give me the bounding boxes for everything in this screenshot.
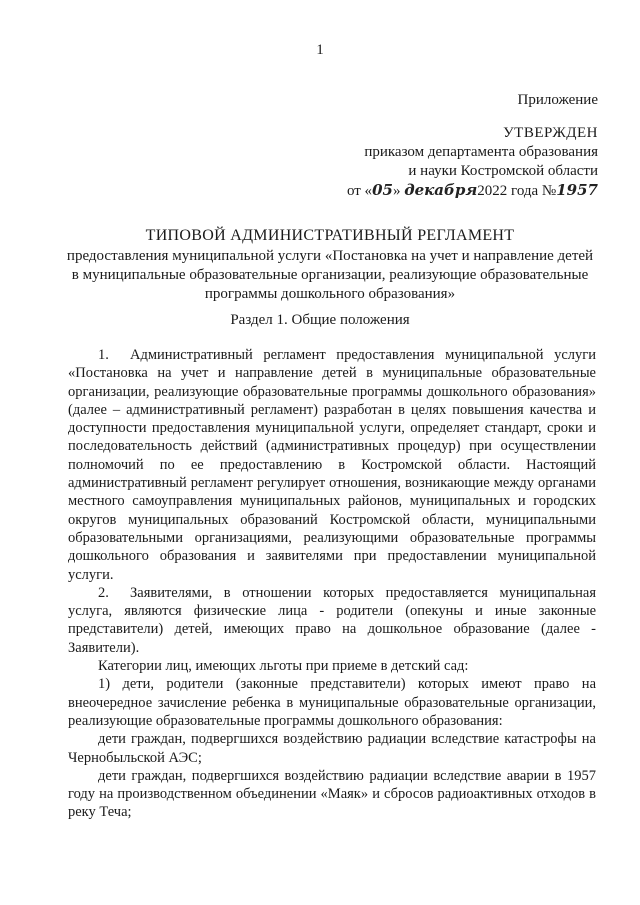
title-line-2: в муниципальные образовательные организации, реализующие образовательные	[71, 267, 589, 283]
date-month-handwritten: декабря	[404, 181, 478, 199]
order-date-line	[318, 181, 598, 201]
appendix-label: Приложение	[517, 92, 598, 108]
approved-label: УТВЕРЖДЕН	[503, 125, 598, 141]
title-line-1: предоставления муниципальной услуги «Постановка на учет и направление детей	[66, 248, 594, 264]
paragraph-1-number: 1.	[98, 347, 109, 363]
title-line-3: программы дошкольного образования»	[204, 286, 456, 302]
paragraph-1-text: Административный регламент предоставления муниципальной услуги «Постановка на учет и направление детей в муниципальные образовательные организации, реализующие образовательные программы дошкольного образования» (далее – административный регламент) разработан в целях повышения качества и доступности предоставления муниципальной услуги, определяет стандарт, сроки и последовательность действий (административных процедур) при осуществлении полномочий по ее предоставлению в Костромской области. Настоящий административный регламент регулирует отношения, возникающие между органами местного самоуправления муниципальных районов, муниципальных и городских округов муниципальных образований Костромской области, муниципальными образовательными организациями, реализующими образовательные программы дошкольного образования и заявителями при предоставлении муниципальной услуги.	[68, 347, 596, 583]
date-prefix: от «	[346, 183, 373, 199]
date-day-handwritten: 05	[372, 181, 393, 199]
paragraph-3: Категории лиц, имеющих льготы при приеме в детский сад:	[98, 658, 469, 675]
date-mid: »	[392, 183, 405, 199]
order-number-handwritten: 1957	[556, 181, 598, 199]
paragraph-6: дети граждан, подвергшихся воздействию радиации вследствие аварии в 1957 году на производственном объединении «Маяк» и сбросов радиоактивных отходов в реку Теча;	[68, 767, 596, 821]
order-line-2: и науки Костромской области	[408, 163, 598, 179]
paragraph-5: дети граждан, подвергшихся воздействию радиации вследствие катастрофы на Чернобыльской АЭС;	[68, 731, 596, 766]
paragraph-1	[68, 346, 596, 584]
body-text	[68, 346, 596, 822]
page-number: 1	[316, 42, 324, 58]
paragraph-2-text: Заявителями, в отношении которых предоставляется муниципальная услуга, являются физические лица - родители (опекуны и иные законные представители) детей, имеющих право на дошкольное образование (далее - Заявители).	[68, 584, 596, 656]
title-block	[60, 226, 600, 304]
paragraph-4: 1) дети, родители (законные представители) которых имеют право на внеочередное зачисление ребенка в муниципальные образовательные организации, реализующие образовательные программы дошкольного образования:	[68, 676, 596, 729]
paragraph-2	[68, 584, 596, 657]
section-heading: Раздел 1. Общие положения	[230, 312, 410, 328]
paragraph-2-number: 2.	[98, 584, 109, 601]
document-title: ТИПОВОЙ АДМИНИСТРАТИВНЫЙ РЕГЛАМЕНТ	[145, 227, 515, 244]
approval-block	[318, 124, 598, 201]
date-suffix: 2022 года №	[477, 183, 557, 199]
order-line-1: приказом департамента образования	[364, 144, 598, 160]
